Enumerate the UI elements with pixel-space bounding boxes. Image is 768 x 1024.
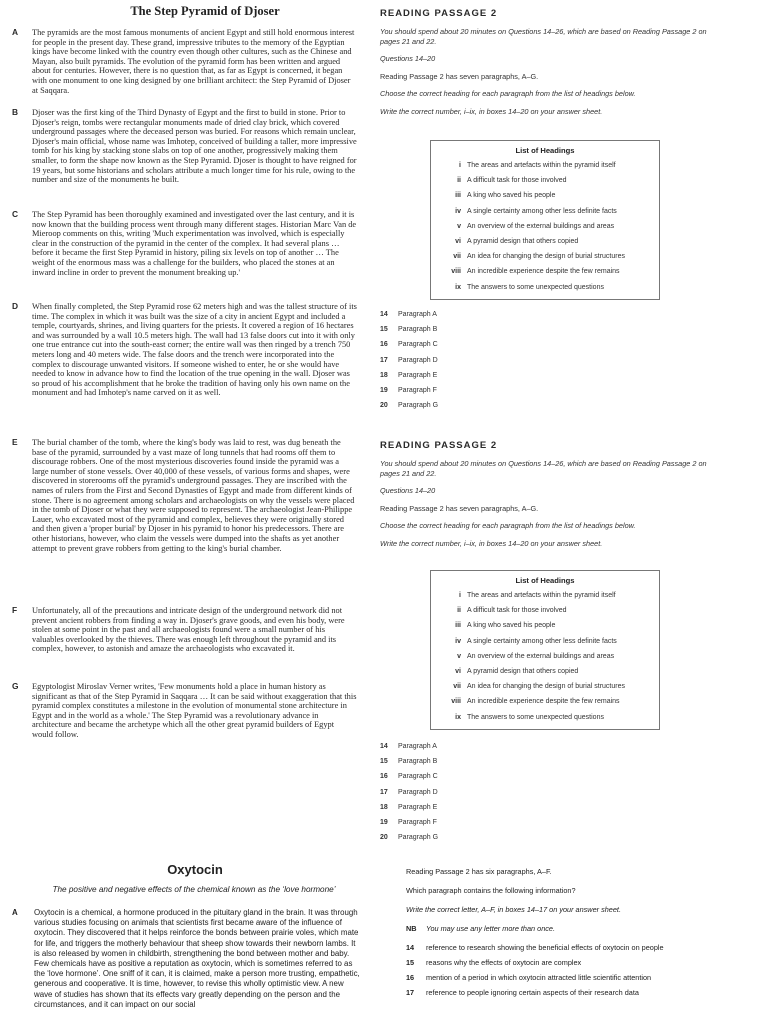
instruction-choose: Choose the correct heading for each paragraph from the list of headings below. <box>380 521 636 530</box>
paragraph-text: Unfortunately, all of the precautions and intricate design of the underground network did not prevent ancient robbers from finding a way in. Djoser's grave goods, and even his body, were stolen at some point in the past and all archaeologists found were a small number of his valuables overlooked by the thieves. There was enough left throughout the pyramid and its complex, however, to astonish and amaze the archaeologists who excavated it. <box>32 606 345 654</box>
oxytocin-subtitle: The positive and negative effects of the chemical known as the ‘love hormone’ <box>52 885 336 894</box>
instruction-range: Questions 14–20 <box>380 54 436 63</box>
paragraph-text: Djoser was the first king of the Third Dynasty of Egypt and the first to build in stone. Prior to Djoser's reign, tombs were rectangular monuments made of dried clay brick, which covered underground passages where the deceased person was buried. For reasons which remain unclear, Djoser's main official, whose name was Imhotep, conceived of building a taller, more impressive tomb for his king by stacking stone slabs on top of one another, progressively making them smaller, to form the shape now known as the Step Pyramid. Djoser is thought to have reigned for 19 years, but some historians and scholars attribute a much longer time for his rule, owing to the number and size of the monuments he built. <box>32 108 357 185</box>
paragraph-text: The pyramids are the most famous monuments of ancient Egypt and still hold enormous interest for people in the present day. These grand, impressive tributes to the memory of the Egyptian kings have become linked with the country even though other cultures, such as the Chinese and Mayan, also built pyramids. The evolution of the pyramid form has been written and argued about for centuries. However, there is no question that, as far as Egypt is concerned, it began with one monument to one king designed by one brilliant architect: the Step Pyramid of Djoser at Saqqara. <box>32 28 355 95</box>
heading-item: iii A king who saved his people <box>455 192 556 200</box>
paragraph-text: Oxytocin is a chemical, a hormone produced in the pituitary gland in the brain. It was through various studies focusing on animals that scientists first became aware of the influence of oxytocin. They discovered that it helps reinforce the bonds between prairie voles, which mate for life, and triggers the motherly behaviour that sheep show towards their newborn lambs. It is also released by women in childbirth, strengthening the bond between mother and baby. Few chemicals have as positive a reputation as oxytocin, which is sometimes referred to as the ‘love hormone’. One sniff of it can, it is claimed, make a person more trusting, empathetic, generous and cooperative. It is time, however, to revise this wholly optimistic view. A new wave of studies has shown that its effects vary greatly depending on the person and the circumstances, and it can impact on our social <box>34 908 360 1009</box>
section-heading: READING PASSAGE 2 <box>380 8 498 19</box>
passage-title: The Step Pyramid of Djoser <box>130 4 280 18</box>
heading-item: i The areas and artefacts within the pyramid itself <box>459 592 616 599</box>
paragraph-letter: F <box>12 605 18 615</box>
answer-item[interactable]: 18 Paragraph E <box>380 803 438 811</box>
answer-item[interactable]: 16 Paragraph C <box>380 341 438 349</box>
paragraph-letter: C <box>12 209 19 219</box>
answer-item[interactable]: 19 Paragraph F <box>380 819 437 827</box>
paragraph-c <box>12 210 357 277</box>
heading-item: vi A pyramid design that others copied <box>455 668 579 676</box>
paragraph-letter: E <box>12 437 18 447</box>
paragraph-e <box>12 438 357 553</box>
heading-item: i The areas and artefacts within the pyramid itself <box>459 162 616 169</box>
heading-item: vi A pyramid design that others copied <box>455 238 579 246</box>
answer-item[interactable]: 16 Paragraph C <box>380 773 438 781</box>
instruction-time: You should spend about 20 minutes on Questions 14–26, which are based on Reading Passage 2 on pages 21 and 22. <box>380 459 707 478</box>
list-of-headings <box>430 140 660 300</box>
paragraph-letter: D <box>12 301 19 311</box>
instruction-write: Write the correct number, i–ix, in boxes 14–20 on your answer sheet. <box>380 106 603 116</box>
answer-item[interactable]: 20 Paragraph G <box>380 402 439 410</box>
paragraph-letter: B <box>12 107 19 117</box>
list-of-headings <box>430 570 660 730</box>
heading-item: ii A difficult task for those involved <box>457 177 567 185</box>
question-item: 14 reference to research showing the beneficial effects of oxytocin on people <box>406 943 664 952</box>
oxytocin-title: Oxytocin <box>167 862 223 877</box>
question-item: 15 reasons why the effects of oxytocin are complex <box>406 958 582 967</box>
q-write: Write the correct letter, A–F, in boxes 14–17 on your answer sheet. <box>406 905 621 914</box>
answer-item[interactable]: 18 Paragraph E <box>380 371 438 379</box>
paragraph-letter: G <box>12 681 19 691</box>
paragraph-a <box>12 28 357 95</box>
paragraph-f <box>12 606 357 654</box>
question-item: 16 mention of a period in which oxytocin attracted little scientific attention <box>406 973 652 982</box>
instruction-choose: Choose the correct heading for each paragraph from the list of headings below. <box>380 89 636 98</box>
heading-item: ii A difficult task for those involved <box>457 607 567 615</box>
answer-item[interactable]: 14 Paragraph A <box>380 311 437 318</box>
heading-item: ix The answers to some unexpected questions <box>455 713 604 721</box>
paragraph-letter: A <box>12 27 19 37</box>
paragraph-b <box>12 108 357 185</box>
answer-item[interactable]: 17 Paragraph D <box>380 356 438 364</box>
answer-item[interactable]: 17 Paragraph D <box>380 788 438 796</box>
question-set-2 <box>380 440 710 548</box>
instruction-time: You should spend about 20 minutes on Questions 14–26, which are based on Reading Passage 2 on pages 21 and 22. <box>380 27 707 46</box>
instruction-range: Questions 14–20 <box>380 486 436 495</box>
heading-item: ix The answers to some unexpected questions <box>455 283 604 291</box>
list-title: List of Headings <box>515 146 575 155</box>
section-heading: READING PASSAGE 2 <box>380 440 498 451</box>
oxytocin-questions <box>406 866 746 998</box>
heading-item: v An overview of the external buildings and areas <box>457 652 615 660</box>
heading-item: iv A single certainty among other less definite facts <box>455 637 617 645</box>
question-set-1 <box>380 8 710 116</box>
heading-item: viii An incredible experience despite the few remains <box>451 268 620 276</box>
paragraph-text: When finally completed, the Step Pyramid rose 62 meters high and was the tallest structure of its time. The complex in which it was built was the size of a city in ancient Egypt and included a temple, courtyards, shrines, and living quarters for the priests. It covered a region of 16 hectares and was surrounded by a wall 10.5 meters high. The wall had 13 false doors cut into it with only one true entrance cut into the south-east corner; the entire wall was then ringed by a trench 750 meters long and 40 meters wide. The false doors and the trench were incorporated into the complex to discourage unwanted visitors. If someone wished to enter, he or she would have needed to know in advance how to find the location of the true opening in the wall. Djoser was so proud of his accomplishment that he broke the tradition of having only his own name on the monument and had Imhotep's name carved on it as well. <box>32 302 357 398</box>
answer-item[interactable]: 15 Paragraph B <box>380 758 438 766</box>
paragraph-d <box>12 302 357 398</box>
heading-item: v An overview of the external buildings and areas <box>457 222 615 230</box>
paragraph-text: The burial chamber of the tomb, where the king's body was laid to rest, was dug beneath the base of the pyramid, surrounded by a vast maze of long tunnels that had rooms off them to discourage robbers. One of the most mysterious discoveries found inside the pyramid was a large number of stone vessels. Over 40,000 of these vessels, of various forms and shapes, were discovered in storerooms off the pyramid's underground passages. They are inscribed with the names of rulers from the First and Second Dynasties of Egypt and made from different kinds of stone. There is no agreement among scholars and archaeologists on why the vessels were placed in the tomb of Djoser or what they were supposed to represent. The archaeologist Jean-Philippe Lauer, who excavated most of the pyramid and complex, believes they were originally stored and then given a 'proper burial' by Djoser in his pyramid to honor his predecessors. There are other historians, however, who claim the vessels were dumped into the shafts as yet another attempt to prevent grave robbers from getting to the king's burial chamber. <box>32 438 355 553</box>
answer-item[interactable]: 15 Paragraph B <box>380 326 438 334</box>
list-title: List of Headings <box>515 576 575 585</box>
answer-item[interactable]: 19 Paragraph F <box>380 387 437 395</box>
heading-item: vii An idea for changing the design of burial structures <box>453 683 625 691</box>
q-which: Which paragraph contains the following information? <box>406 886 576 895</box>
heading-item: iv A single certainty among other less definite facts <box>455 207 617 215</box>
answer-list <box>380 739 438 845</box>
paragraph-text: Egyptologist Miroslav Verner writes, 'Few monuments hold a place in human history as significant as that of the Step Pyramid in Saqqara … It can be said without exaggeration that this pyramid complex constitutes a milestone in the evolution of monumental stone architecture in Egypt and in the world as a whole.' The Step Pyramid was a revolutionary advance in architecture and became the archetype which all the other great pyramid builders of Egypt would follow. <box>32 682 357 739</box>
paragraph-letter: A <box>12 908 18 917</box>
oxytocin-paragraph-a <box>12 908 362 1010</box>
instruction-write: Write the correct number, i–ix, in boxes 14–20 on your answer sheet. <box>380 538 603 548</box>
nb-note: NB You may use any letter more than once. <box>406 924 555 933</box>
paragraph-g <box>12 682 357 740</box>
paragraph-text: The Step Pyramid has been thoroughly examined and investigated over the last century, and it is now known that the building process went through many different stages. Historian Marc Van de Mieroop comments on this, writing 'Much experimentation was involved, which is especially clear in the construction of the pyramid in the center of the complex. It had several plans … before it became the first Step Pyramid in history, piling six levels on top of another … The weight of the enormous mass was a challenge for the builders, who placed the stones at an inward incline in order to prevent the monument breaking up.' <box>32 210 357 277</box>
instruction-paragraphs: Reading Passage 2 has seven paragraphs, A–G. <box>380 71 539 81</box>
answer-list <box>380 307 438 413</box>
heading-item: viii An incredible experience despite the few remains <box>451 698 620 706</box>
q-intro: Reading Passage 2 has six paragraphs, A–F. <box>406 867 552 876</box>
answer-item[interactable]: 20 Paragraph G <box>380 834 439 842</box>
question-item: 17 reference to people ignoring certain aspects of their research data <box>406 988 639 997</box>
heading-item: vii An idea for changing the design of burial structures <box>453 253 625 261</box>
heading-item: iii A king who saved his people <box>455 622 556 630</box>
answer-item[interactable]: 14 Paragraph A <box>380 743 437 750</box>
instruction-paragraphs: Reading Passage 2 has seven paragraphs, A–G. <box>380 503 539 513</box>
